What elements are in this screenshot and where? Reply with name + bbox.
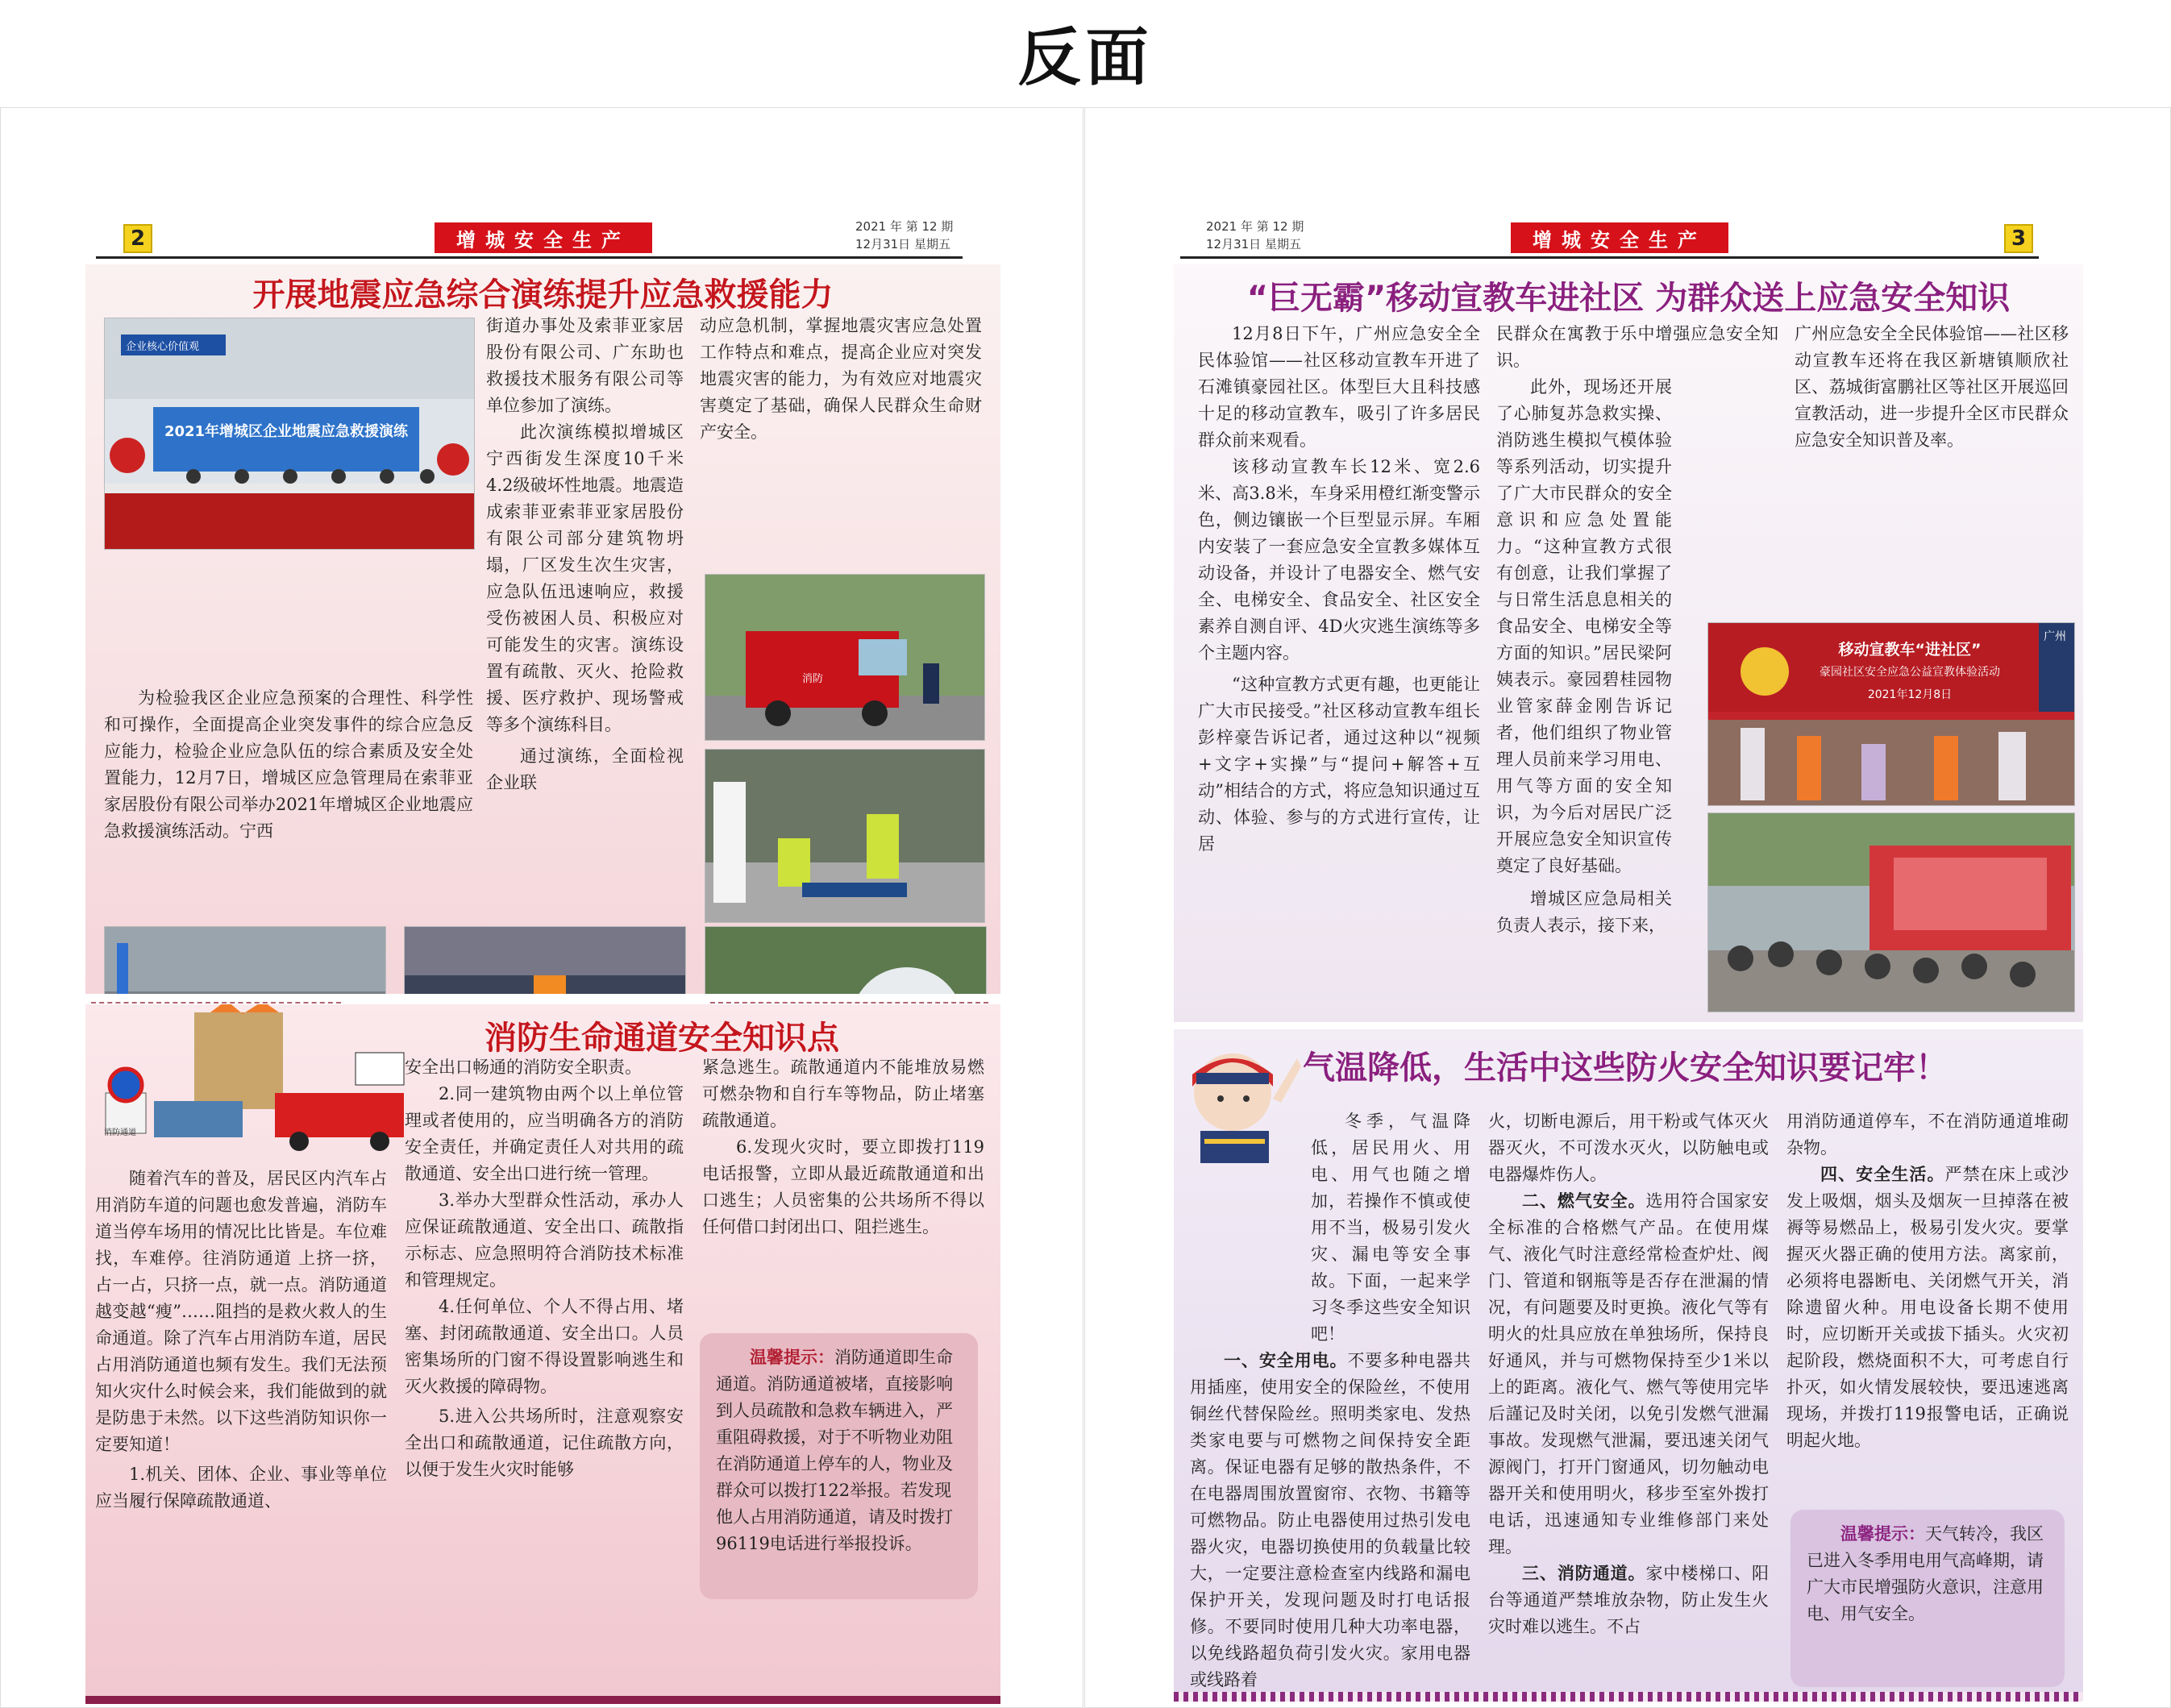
section-heading: 四、安全生活。 [1820, 1165, 1945, 1184]
paragraph [1786, 1162, 2069, 1454]
masthead: 增城安全生产 [1511, 222, 1728, 253]
paragraph: 动应急机制，掌握地震灾害应急处置工作特点和难点，提高企业应对突发地震灾害的能力，为有效应对地震灾害奠定了基础，确保人民群众生命财产安全。 [700, 316, 982, 442]
paragraph: 6.发现火灾时，要立即拨打119电话报警，立即从最近疏散通道和出口逃生；人员密集的公共场所不得以任何借口封闭出口、阻拦逃生。 [702, 1137, 984, 1236]
article-column [95, 1166, 387, 1515]
rescue-scene [705, 750, 985, 923]
article-column [486, 313, 684, 796]
wall-slogan: 企业核心价值观 [126, 341, 200, 353]
paragraph: 3.举办大型群众性活动，承办人应保证疏散通道、安全出口、疏散指示标志、应急照明符合消防技术标准和管理规定。 [405, 1191, 684, 1290]
article-title: 气温降低，生活中这些防火安全知识要记牢！ [1303, 1049, 1948, 1087]
paragraph: 通过演练，全面检视企业联 [486, 746, 684, 792]
paragraph-text: 家中楼梯口、阳台等通道严禁堆放杂物，防止发生火灾时难以逃生。不占 [1488, 1564, 1770, 1636]
paragraph [1488, 1560, 1769, 1640]
article-earthquake-drill [85, 264, 1000, 994]
article-column [405, 1054, 684, 1483]
masthead: 增城安全生产 [435, 222, 652, 253]
fire-lane-cartoon [89, 1004, 412, 1157]
article-column [1488, 1108, 1769, 1640]
page-number-badge: 3 [2004, 224, 2033, 253]
extinguisher-scene [705, 927, 987, 994]
truck-scene [1708, 813, 2075, 1012]
paragraph: 随着汽车的普及，居民区内汽车占用消防车道的问题也愈发普遍，消防车道当停车场用的情况比比皆是。车位难找，车难停。往消防通道 上挤一挤，占一占，只挤一点，就一点。消防通道越变越“瘦”……阻挡的是救火救人的生命通道。除了汽车占用消防车道，居民占用消防通道也频有发生。我们无法预知火灾什么时候会来，我们能做到的就是防患于未然。以下这些消防知识你一定要知道！ [95, 1169, 387, 1454]
tip-label: 温馨提示： [1840, 1524, 1925, 1544]
paragraph: “这种宣教方式更有趣，也更能让广大市民接受。”社区移动宣教车组长彭梓豪告诉记者，通过这种以“视频+文字+实操”与“提问+解答+互动”相结合的方式，将应急知识通过互动、体验、参与的方式进行宣传，让居 [1198, 675, 1480, 854]
paragraph [1190, 1348, 1470, 1692]
tip-text: 天气转冷，我区已进入冬季用电用气高峰期，请广大市民增强防火意识，注意用电、用气安全。 [1807, 1524, 2044, 1623]
evacuation-scene [105, 927, 386, 994]
article-winter-fire-safety [1174, 1029, 2083, 1692]
crowd-assembly-photo [404, 926, 686, 994]
fire-truck-photo [705, 574, 985, 741]
article-column [104, 685, 473, 845]
header-rule [1180, 256, 2039, 259]
paragraph: 紧急逃生。疏散通道内不能堆放易燃可燃杂物和自行车等物品，防止堵塞疏散通道。 [702, 1058, 984, 1130]
truck-label: 消防 [802, 673, 824, 685]
paragraph: 火，切断电源后，用干粉或气体灭火器灭火，不可泼水灭火，以防触电或电器爆炸伤人。 [1488, 1112, 1769, 1184]
section-divider [91, 1002, 341, 1004]
paragraph-text: 不要多种电器共用插座，使用安全的保险丝，不使用铜丝代替保险丝。照明类家电、发热类家电要与可燃物之间保持安全距离。保证电器有足够的散热条件，不在电器周围放置窗帘、衣物、书籍等可燃物品。防止电器使用过热引发电器火灾，电器切换使用的负载量比较大，一定要注意检查室内线路和漏电保护开关，发现问题及时打电话报修。不要同时使用几种大功率电器，以免线路超负荷引发火灾。家用电器或线路着 [1190, 1351, 1471, 1689]
page-heading: 反面 [1017, 22, 1154, 94]
paragraph: 民群众在寓教于乐中增强应急安全知识。 [1496, 324, 1778, 370]
section-divider [710, 1002, 988, 1004]
section-heading: 一、安全用电。 [1224, 1351, 1348, 1370]
header-rule [96, 256, 963, 259]
article-title: 开展地震应急综合演练提升应急救援能力 [252, 276, 834, 314]
tip-label: 温馨提示： [750, 1348, 834, 1367]
issue-date: 12月31日 星期五 [855, 237, 950, 251]
article-title: “巨无霸”移动宣教车进社区 为群众送上应急安全知识 [1246, 280, 2011, 317]
evacuation-photo [104, 926, 386, 994]
fire-extinguisher-photo [705, 926, 987, 994]
paragraph: 此外，现场还开展了心肺复苏急救实操、消防逃生模拟气模体验等系列活动，切实提升了广大市民群众的安全意识和应急处置能力。“这种宣教方式很有创意，让我们掌握了与日常生活息息相关的食品安全、电梯安全等方面的知识。”居民梁阿姨表示。豪园碧桂园物业管家薛金刚告诉记者，他们组织了物业管理人员前来学习用电、用气等方面的安全知识，为今后对居民广泛开展应急安全知识宣传奠定了良好基础。 [1496, 377, 1672, 875]
section-heading: 三、消防通道。 [1522, 1564, 1646, 1583]
assembly-scene [405, 927, 686, 994]
section-heading: 二、燃气安全。 [1522, 1191, 1646, 1211]
warm-tip-box [700, 1333, 978, 1599]
issue-number: 2021 年 第 12 期 [1206, 219, 1304, 234]
event-banner-title: 移动宣教车“进社区” [1838, 641, 1982, 659]
footer-pattern [1174, 1692, 2083, 1702]
paragraph: 安全出口畅通的消防安全职责。 [405, 1058, 642, 1077]
paragraph [1488, 1188, 1769, 1560]
paragraph: 1.机关、团体、企业、事业等单位应当履行保障疏散通道、 [95, 1465, 387, 1511]
paragraph: 冬季，气温降低，居民用火、用电、用气也随之增加，若操作不慎或使用不当，极易引发火灾、漏电等安全事故。下面，一起来学习冬季这些安全知识吧！ [1311, 1112, 1470, 1344]
education-event-photo [1707, 622, 2075, 806]
paragraph: 2.同一建筑物由两个以上单位管理或者使用的，应当明确各方的消防安全责任，并确定责任人对共用的疏散通道、安全出口进行统一管理。 [405, 1084, 684, 1183]
paragraph: 12月8日下午，广州应急安全全民体验馆——社区移动宣教车开进了石滩镇豪园社区。体型巨大且科技感十足的移动宣教车，吸引了许多居民群众前来观看。 [1198, 324, 1480, 450]
education-truck-photo [1707, 812, 2075, 1012]
warm-tip-box [1790, 1510, 2065, 1687]
issue-date: 12月31日 星期五 [1206, 237, 1301, 251]
event-date: 2021年12月8日 [1867, 688, 1953, 701]
paragraph: 该移动宣教车长12米、宽2.6米、高3.8米，车身采用橙红渐变警示色，侧边镶嵌一个巨型显示屏。车厢内安装了一套应急安全宣教多媒体互动设备，并设计了电器安全、燃气安全、电梯安全、食品安全、社区安全素养自测自评、4D火灾逃生演练等多个主题内容。 [1198, 457, 1480, 663]
paragraph-text: 选用符合国家安全标准的合格燃气产品。在使用煤气、液化气时注意经常检查炉灶、阀门、管道和钢瓶等是否存在泄漏的情况，有问题要及时更换。液化气等有明火的灶具应放在单独场所，保持良好通风，并与可燃物保持至少1米以上的距离。液化气、燃气等使用完毕后謹记及时关闭，以免引发燃气泄漏事故。发现燃气泄漏，要迅速关闭气源阀门，打开门窗通风，切勿触动电器开关和使用明火，移步至室外拨打电话，迅速通知专业维修部门来处理。 [1488, 1191, 1770, 1556]
issue-info [855, 218, 953, 253]
paragraph: 为检验我区企业应急预案的合理性、科学性和可操作，全面提高企业突发事件的综合应急反应能力，检验企业应急队伍的综合素质及安全处置能力，12月7日，增城区应急管理局在索菲亚家居股份有限公司举办2021年增城区企业地震应急救援演练活动。宁西 [104, 688, 473, 841]
paragraph: 5.进入公共场所时，注意观察安全出口和疏散通道，记住疏散方向，以便于发生火灾时能够 [405, 1407, 684, 1479]
paragraph: 此次演练模拟增城区宁西街发生深度10千米4.2级破坏性地震。地震造成索菲亚索菲亚家居股份有限公司部分建筑物坍塌，厂区发生次生灾害，应急队伍迅速响应，救援受伤被困人员、积极应对可能发生的灾害。演练设置有疏散、灭火、抢险救援、医疗救护、现场警戒等多个演练科目。 [486, 422, 684, 734]
paragraph: 广州应急安全全民体验馆——社区移动宣教车还将在我区新塘镇顺欣社区、荔城街富鹏社区等社区开展巡回宣教活动，进一步提升全区市民群众应急安全知识普及率。 [1795, 324, 2069, 450]
footer-bar [85, 1696, 1000, 1704]
article-fire-lane [85, 1004, 1000, 1696]
newspaper-page-2 [0, 107, 1083, 1708]
article-title: 消防生命通道安全知识点 [485, 1020, 839, 1057]
article-column [702, 1054, 984, 1240]
paragraph-text: 严禁在床上或沙发上吸烟，烟头及烟灰一旦掉落在被褥等易燃品上，极易引发火灾。要掌握灭火器正确的使用方法。离家前，必须将电器断电、关闭燃气开关，消除遗留火种。用电设备长期不使用时，应切断开关或拔下插头。火灾初起阶段，燃烧面积不大，可考虑自行扑灭，如火情发展较快，要迅速逃离现场，并拨打119报警电话，正确说明起火地。 [1786, 1165, 2069, 1450]
issue-number: 2021 年 第 12 期 [855, 219, 954, 234]
paragraph: 街道办事处及索菲亚家居股份有限公司、广东助也救援技术服务有限公司等单位参加了演练。 [486, 316, 684, 415]
event-banner-subtitle: 豪园社区安全应急公益宣教体验活动 [1820, 666, 2000, 679]
newspaper-page-3 [1084, 107, 2171, 1708]
fire-lane-sign: 消防通道 [104, 1128, 136, 1137]
issue-info [1206, 218, 1304, 253]
fire-lane-illustration [89, 1004, 412, 1157]
article-column [1198, 321, 1480, 858]
article-mobile-education-truck [1174, 264, 2083, 1022]
page-number-badge: 2 [123, 224, 152, 253]
tip-text: 消防通道即生命通道。消防通道被堵，直接影响到人员疏散和急救车辆进入，严重阻碍救援，对于不听物业劝阻在消防通道上停车的人，物业及群众可以拨打122举报。若发现他人占用消防通道，请及时拨打96119电话进行举报投诉。 [716, 1348, 953, 1553]
article-column [1786, 1108, 2069, 1454]
paragraph: 用消防通道停车，不在消防通道堆砌杂物。 [1786, 1112, 2069, 1157]
drill-meeting-photo [104, 318, 475, 550]
fire-truck-scene [705, 575, 985, 741]
medical-rescue-photo [705, 749, 985, 923]
paragraph: 增城区应急局相关负责人表示，接下来， [1496, 889, 1672, 935]
drill-banner: 2021年增城区企业地震应急救援演练 [164, 423, 409, 440]
article-column [1795, 321, 2069, 454]
paragraph: 4.任何单位、个人不得占用、堵塞、封闭疏散通道、安全出口。人员密集场所的门窗不得设置影响逃生和灭火救援的障碍物。 [405, 1297, 684, 1396]
banner-corner-text: 广州 [2044, 630, 2066, 643]
article-column [1190, 1108, 1470, 1692]
article-column [700, 313, 982, 446]
